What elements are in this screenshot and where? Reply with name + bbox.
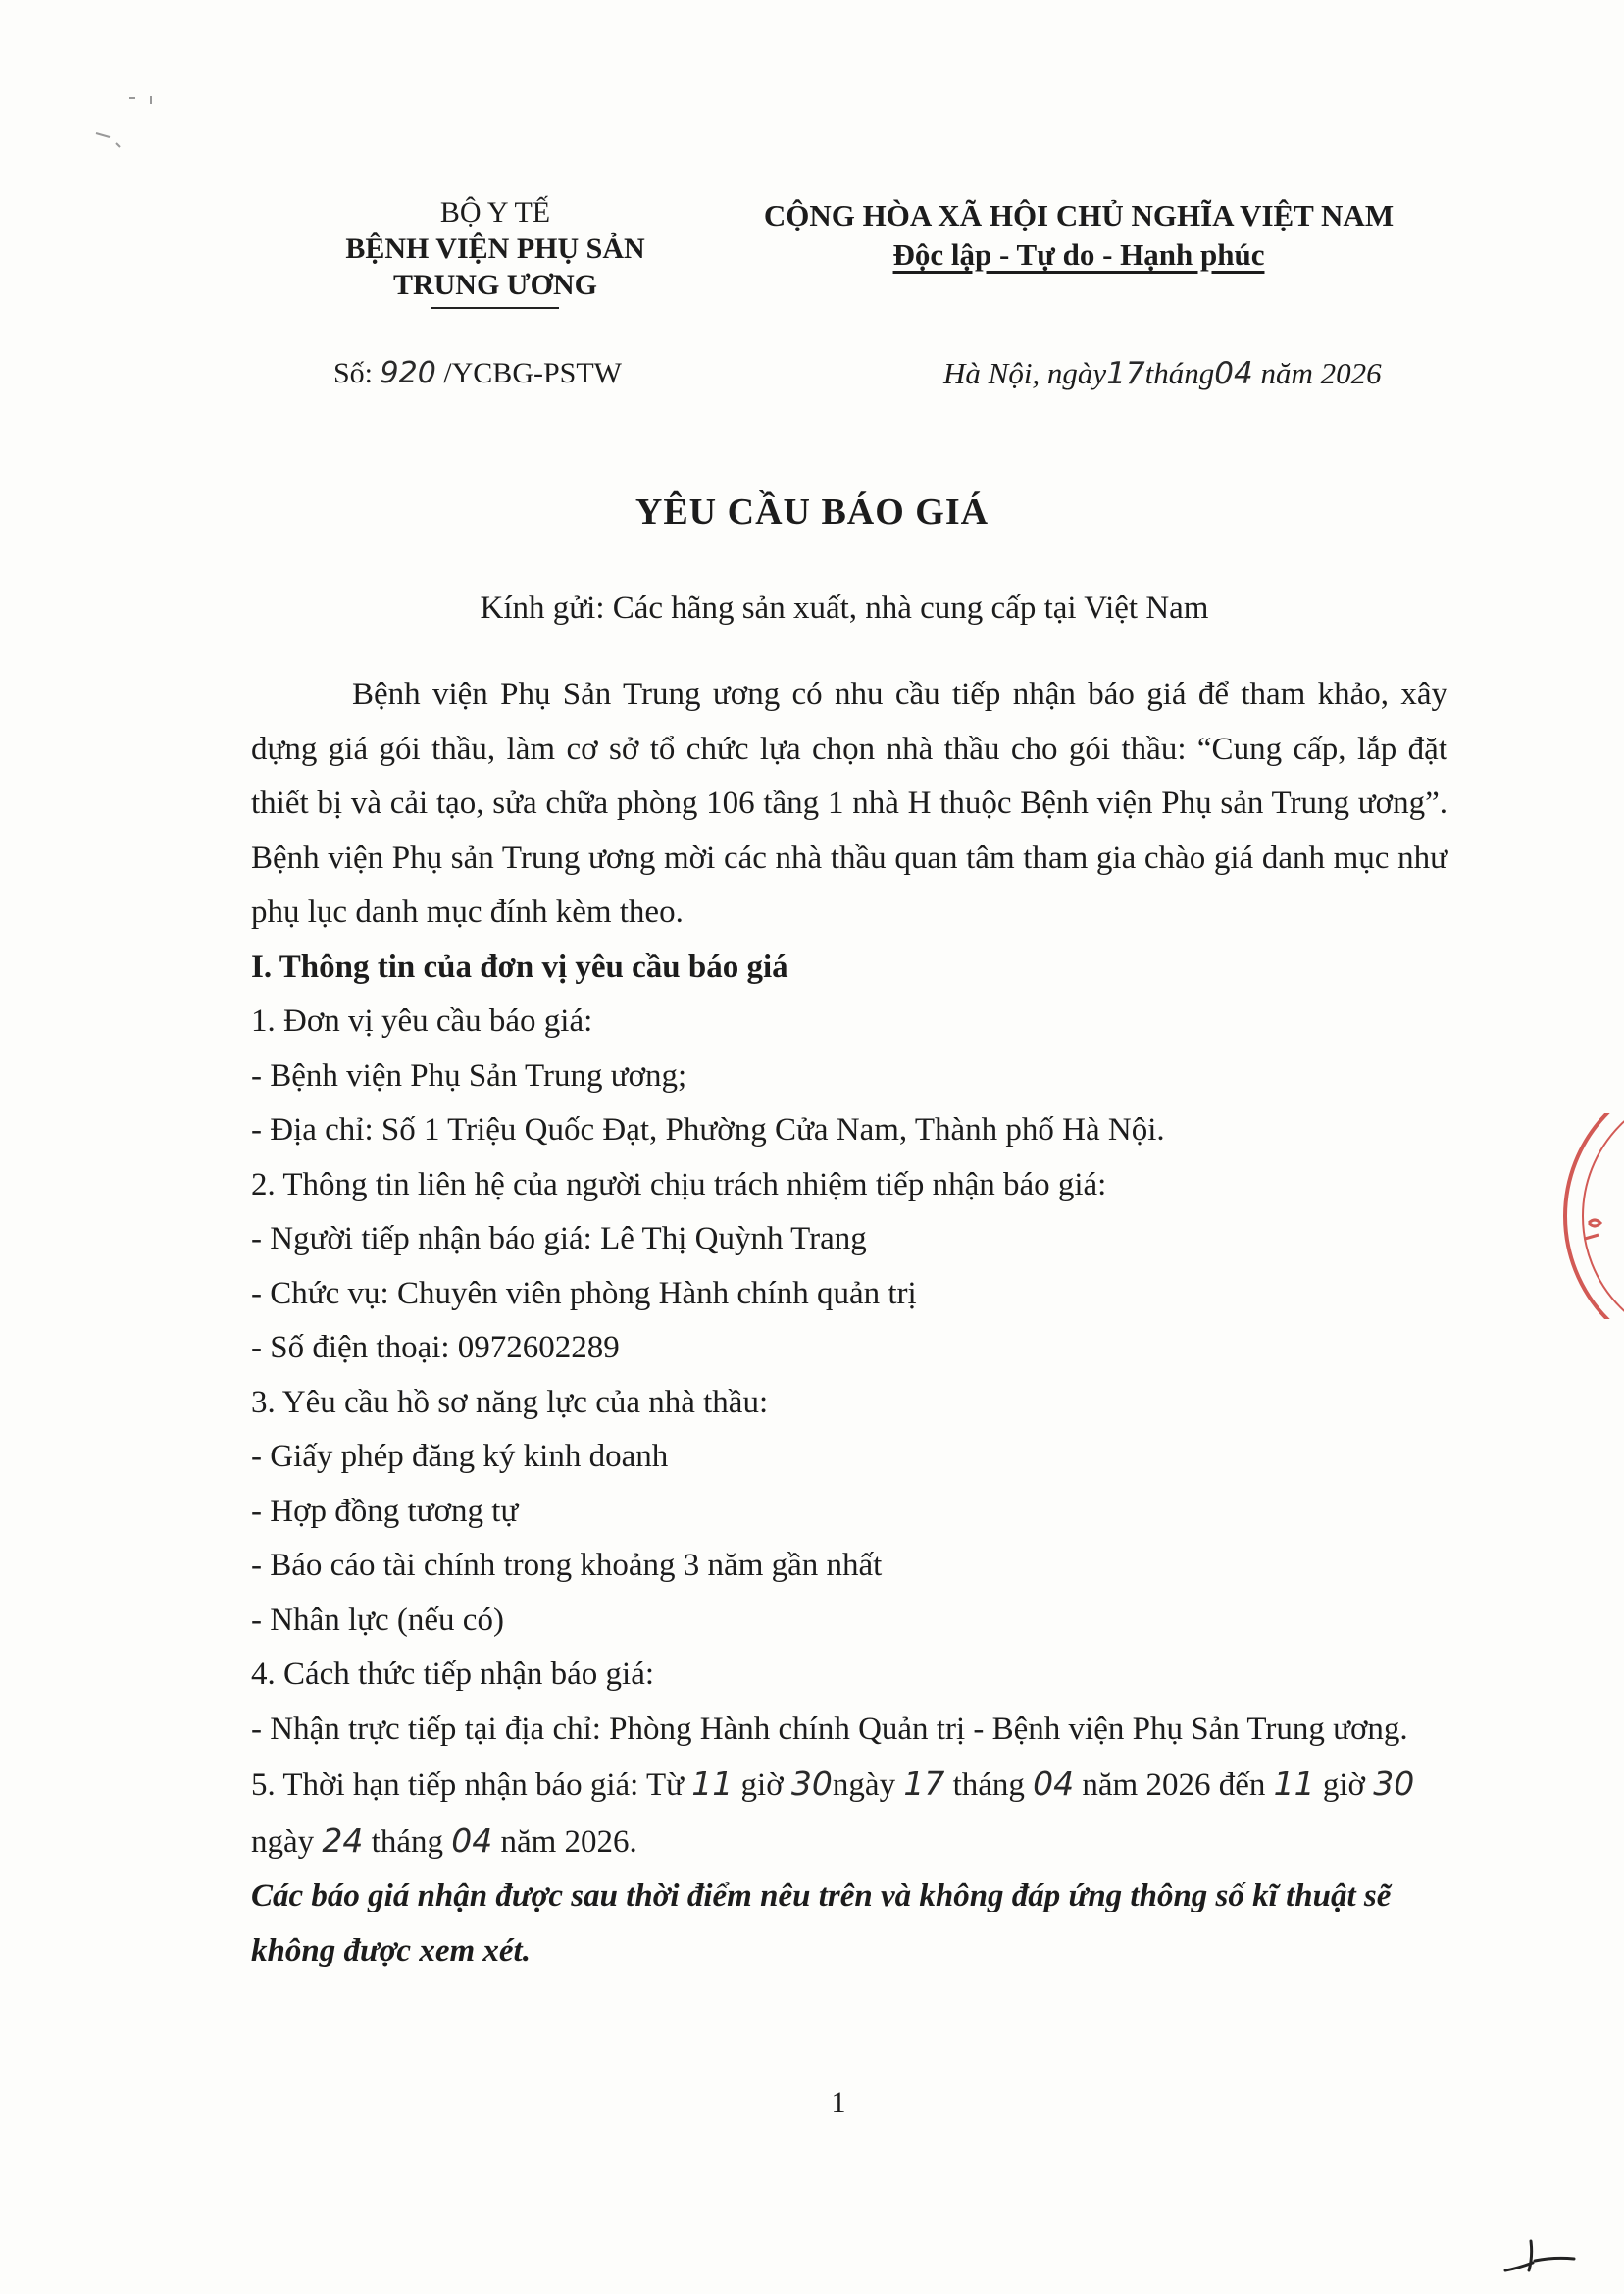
hospital-name-line2: TRUNG ƯƠNG — [392, 269, 598, 301]
item-1-line: - Địa chỉ: Số 1 Triệu Quốc Đạt, Phường Cửa Nam, Thành phố Hà Nội. — [251, 1112, 1165, 1147]
issuer-block — [284, 194, 706, 309]
closing-note: Các báo giá nhận được sau thời điểm nêu trên và không đáp ứng thông số kĩ thuật sẽ không được xem xét. — [251, 1878, 1392, 1968]
issuer-underline — [431, 307, 559, 309]
deadline-handwritten: 30 — [790, 1764, 833, 1803]
item-2-line: - Số điện thoại: 0972602289 — [251, 1330, 620, 1365]
item-4-heading: 4. Cách thức tiếp nhận báo giá: — [251, 1657, 655, 1692]
national-header — [726, 196, 1432, 275]
initial-signature-icon — [1496, 2231, 1584, 2285]
item-3-line: - Báo cáo tài chính trong khoảng 3 năm gần nhất — [251, 1548, 883, 1583]
document-body — [251, 668, 1447, 1978]
republic-name: CỘNG HÒA XÃ HỘI CHỦ NGHĨA VIỆT NAM — [763, 198, 1395, 232]
deadline-handwritten: 30 — [1373, 1764, 1415, 1803]
item-1-heading: 1. Đơn vị yêu cầu báo giá: — [251, 1003, 593, 1039]
section-1-heading: I. Thông tin của đơn vị yêu cầu báo giá — [251, 948, 788, 985]
deadline-handwritten: 04 — [1033, 1764, 1075, 1803]
item-2-line: - Chức vụ: Chuyên viên phòng Hành chính quản trị — [251, 1275, 917, 1311]
item-3-heading: 3. Yêu cầu hồ sơ năng lực của nhà thầu: — [251, 1384, 769, 1420]
document-title: YÊU CẦU BÁO GIÁ — [634, 491, 990, 533]
item-1-line: - Bệnh viện Phụ Sản Trung ương; — [251, 1057, 687, 1094]
item-4-line: - Nhận trực tiếp tại địa chỉ: Phòng Hành chính Quản trị - Bệnh viện Phụ Sản Trung ương. — [251, 1710, 1408, 1747]
deadline-handwritten: 11 — [691, 1764, 734, 1803]
date-day-handwritten: 17 — [1106, 356, 1145, 391]
deadline-text: giờ — [1314, 1767, 1374, 1803]
deadline-text: 5. Thời hạn tiếp nhận báo giá: Từ — [251, 1767, 692, 1803]
date-line — [943, 356, 1382, 391]
doc-number-prefix: Số: — [333, 357, 381, 389]
deadline-text: ngày — [832, 1767, 904, 1803]
scan-mark — [90, 90, 159, 154]
date-year: năm 2026 — [1252, 356, 1382, 390]
national-motto: Độc lập - Tự do - Hạnh phúc — [892, 237, 1265, 272]
page-number: 1 — [831, 2086, 846, 2118]
hospital-name-line1: BỆNH VIỆN PHỤ SẢN — [345, 232, 645, 265]
doc-number-suffix: /YCBG-PSTW — [435, 357, 622, 389]
intro-paragraph: Bệnh viện Phụ Sản Trung ương có nhu cầu tiếp nhận báo giá để tham khảo, xây dựng giá gói thầu, làm cơ sở tổ chức lựa chọn nhà thầu cho gói thầu: “Cung cấp, lắp đặt thiết bị và cải tạo, sửa chữa phòng 106 tầng 1 nhà H thuộc Bệnh viện Phụ sản Trung ương”. Bệnh viện Phụ sản Trung ương mời các nhà thầu quan tâm tham gia chào giá danh mục như phụ lục danh mục đính kèm theo. — [251, 677, 1447, 930]
item-2-line: - Người tiếp nhận báo giá: Lê Thị Quỳnh Trang — [251, 1221, 867, 1256]
greeting: Kính gửi: Các hãng sản xuất, nhà cung cấp tại Việt Nam — [480, 590, 1209, 626]
deadline-text: tháng — [944, 1767, 1034, 1803]
deadline-text: tháng — [363, 1823, 452, 1860]
item-3-line: - Nhân lực (nếu có) — [251, 1602, 504, 1638]
date-month-label: tháng — [1144, 356, 1215, 390]
item-3-line: - Hợp đồng tương tự — [251, 1493, 519, 1529]
deadline-text: năm 2026 đến — [1074, 1767, 1274, 1803]
item-2-heading: 2. Thông tin liên hệ của người chịu trách nhiệm tiếp nhận báo giá: — [251, 1166, 1107, 1202]
deadline-handwritten: 24 — [322, 1820, 364, 1860]
deadline-handwritten: 17 — [903, 1764, 945, 1803]
deadline-handwritten: 04 — [451, 1820, 493, 1860]
date-place: Hà Nội, ngày — [943, 356, 1107, 390]
deadline-text: năm 2026. — [492, 1823, 637, 1860]
date-month-handwritten: 04 — [1214, 356, 1253, 391]
doc-number-handwritten: 920 — [380, 356, 436, 390]
deadline-text: giờ — [733, 1767, 791, 1803]
item-3-line: - Giấy phép đăng ký kinh doanh — [251, 1439, 669, 1474]
ministry-name: BỘ Y TẾ — [439, 196, 551, 229]
deadline-handwritten: 11 — [1273, 1764, 1315, 1803]
official-seal-icon — [1555, 1113, 1624, 1319]
document-number — [333, 356, 622, 390]
item-5-deadline — [251, 1757, 1447, 1869]
deadline-text: ngày — [251, 1823, 323, 1860]
